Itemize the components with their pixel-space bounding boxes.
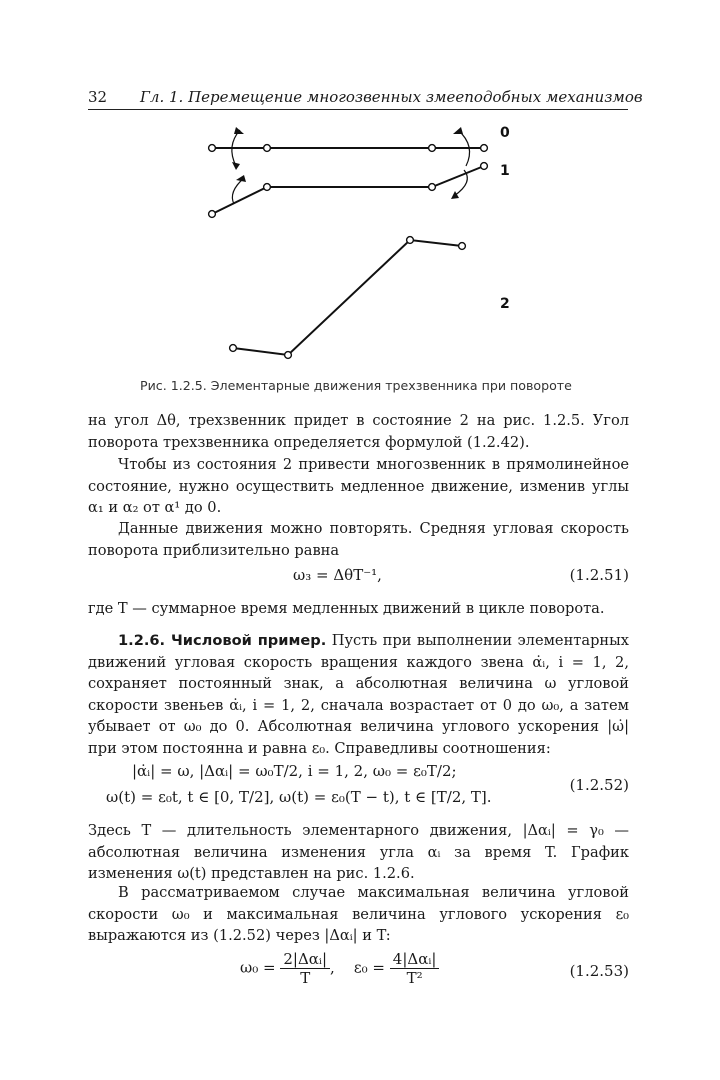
running-title: Гл. 1. Перемещение многозвенных змееподобных механизмов <box>140 88 643 106</box>
arrowhead <box>234 127 244 134</box>
arrowhead <box>453 127 463 134</box>
arrowhead <box>451 191 459 199</box>
paragraph-6: В рассматриваемом случае максимальная величина угловой скорости ω₀ и максимальная величина углового ускорения ε₀ выражаются из (1.2.52) через |Δαᵢ| и T: <box>88 884 629 944</box>
state-label-0: 0 <box>500 125 510 141</box>
joint <box>285 352 292 359</box>
equation-1-2-53: ω₀ = $\frac{\text{2|Δαᵢ|}}{T}$ , ε₀ = $\frac{\text{4|Δαᵢ|}}{\text{T²}}$ (1.2.53) <box>240 950 629 987</box>
joint <box>264 145 271 152</box>
figure-caption: Рис. 1.2.5. Элементарные движения трехзвенника при повороте <box>140 378 572 393</box>
paragraph-1: на угол Δθ, трехзвенник придет в состояние 2 на рис. 1.2.5. Угол поворота трехзвенника определяется формулой (1.2.42). <box>88 412 629 451</box>
paragraph-3: Данные движения можно повторять. Средняя угловая скорость поворота приблизительно равна <box>88 520 629 559</box>
equation-1-2-52: |α̇ᵢ| = ω, |Δαᵢ| = ω₀T/2, i = 1, 2, ω₀ = ε₀T/2; ω(t) = ε₀t, t ∈ [0, T/2], ω(t) = ε₀(T − t), t ∈ [T/2, T]. (1.2.52) <box>106 762 629 806</box>
page-number: 32 <box>88 88 108 106</box>
figure-three-link-mechanism <box>0 110 720 375</box>
page-header <box>88 88 643 110</box>
state-1-links <box>212 166 484 214</box>
section-text: Пусть при выполнении элементарных движений угловая скорость вращения каждого звена α̇ᵢ, i = 1, 2, сохраняет постоянный знак, а абсолютная величина ω угловой скорости звеньев α̇ᵢ, i = 1, 2, сначала возрастает от 0 до ω₀, а затем убывает от ω₀ до 0. Абсолютная величина углового ускорения |ω̇| при этом постоянна и равна ε₀. Справедливы соотношения: <box>88 632 629 757</box>
joint <box>429 145 436 152</box>
joint <box>407 237 414 244</box>
paragraph-5: Здесь T — длительность элементарного движения, |Δαᵢ| = γ₀ — абсолютная величина изменения угла αᵢ за время T. График изменения ω(t) представлен на рис. 1.2.6. <box>88 822 629 882</box>
joint <box>481 163 488 170</box>
paragraph-2: Чтобы из состояния 2 привести многозвенник в прямолинейное состояние, нужно осуществить медленное движение, изменив углы α₁ и α₂ от α¹ до 0. <box>88 456 629 516</box>
joint <box>429 184 436 191</box>
section-heading: 1.2.6. Числовой пример. <box>118 632 327 649</box>
joint <box>209 211 216 218</box>
paragraph-4: где T — суммарное время медленных движений в цикле поворота. <box>88 600 605 617</box>
state-label-1: 1 <box>500 163 510 179</box>
joint <box>209 145 216 152</box>
joint <box>459 243 466 250</box>
arrowhead <box>236 175 246 182</box>
arrowhead <box>232 162 240 170</box>
joint <box>264 184 271 191</box>
state-label-2: 2 <box>500 296 510 312</box>
equation-1-2-51: ω₃ = ΔθT⁻¹, (1.2.51) <box>293 566 629 584</box>
section-1-2-6 <box>88 630 629 759</box>
joint <box>230 345 237 352</box>
joint <box>481 145 488 152</box>
state-2-links <box>233 240 462 355</box>
